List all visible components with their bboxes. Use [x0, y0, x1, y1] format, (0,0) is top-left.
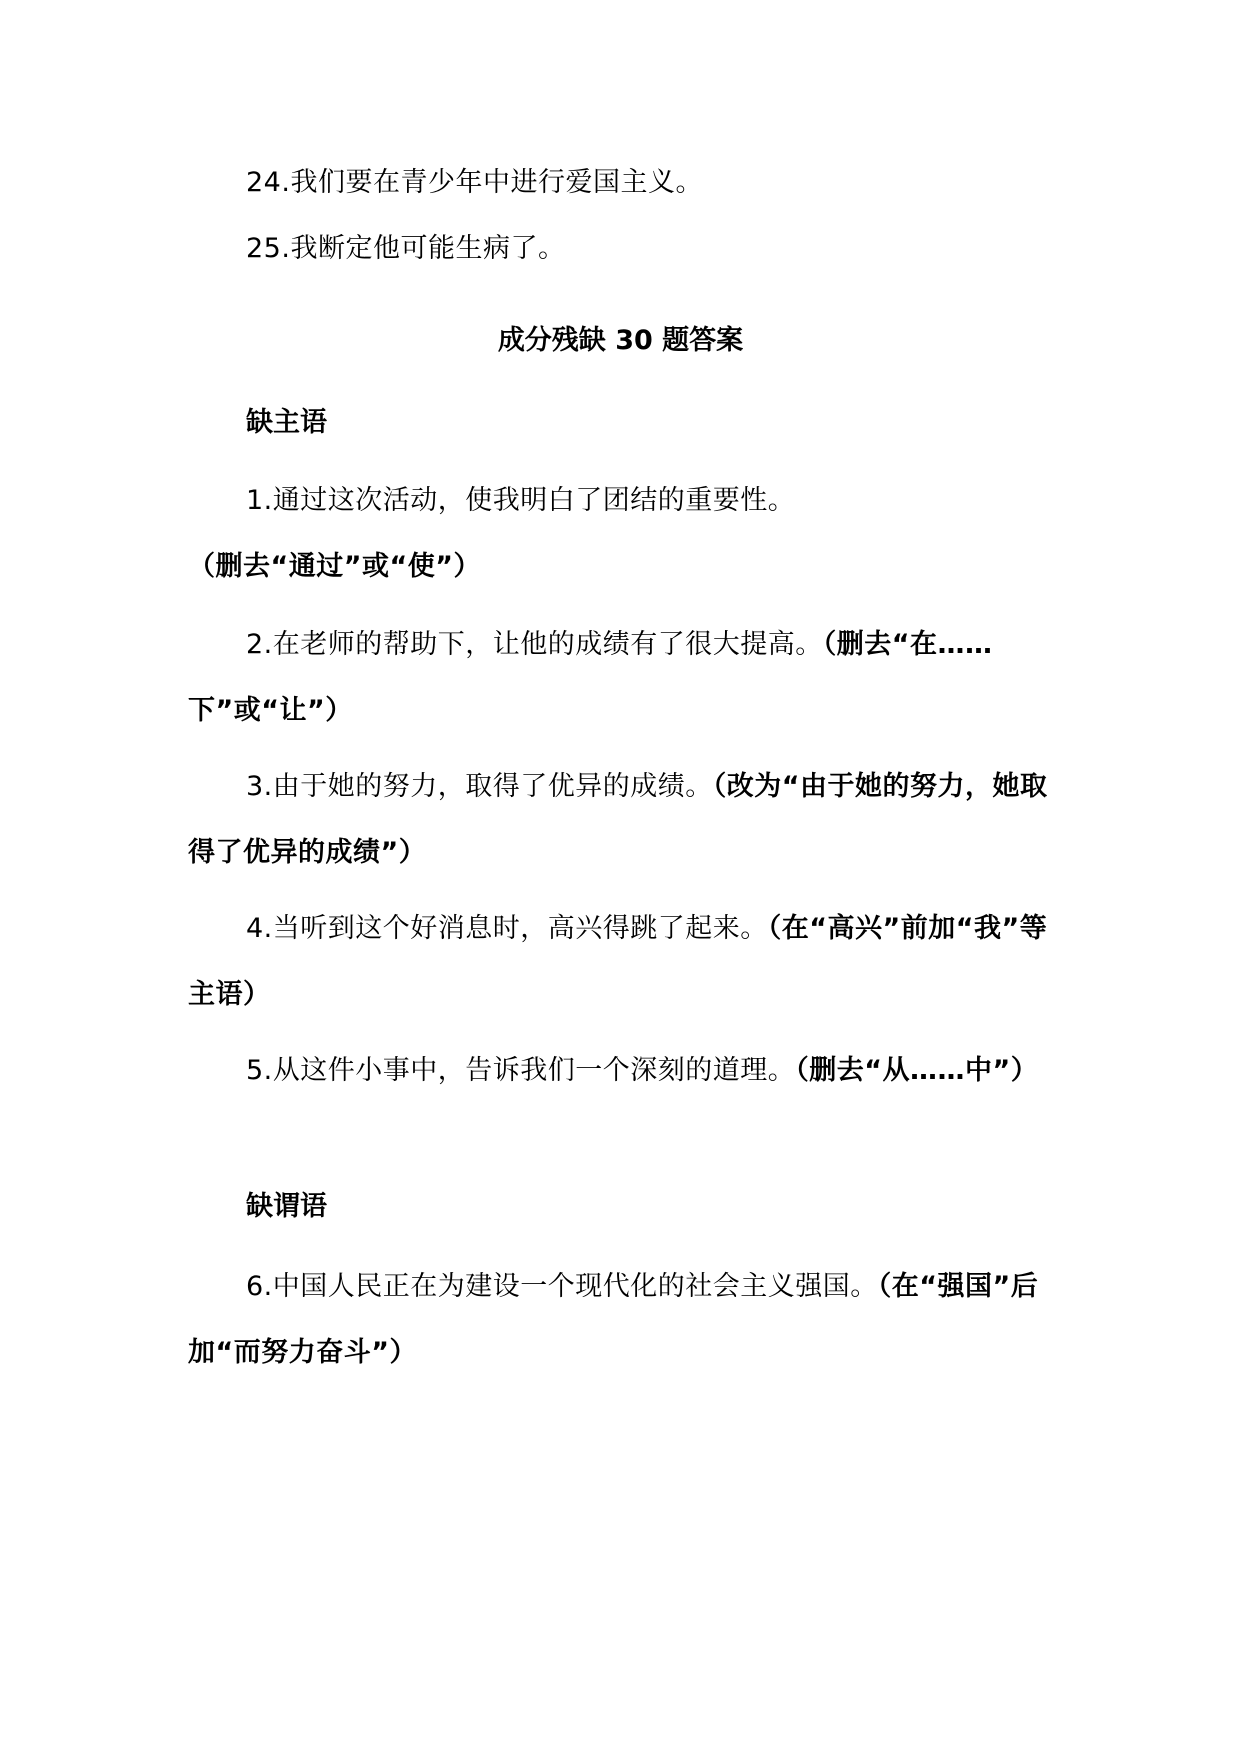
answer-item-2: [188, 612, 1068, 744]
answer-item-6: [188, 1254, 1068, 1386]
question-text: 25.我断定他可能生病了。: [246, 233, 566, 264]
answer-text: （在“强国”后加“而努力奋斗”）: [188, 1271, 1039, 1368]
answer-item-4: [188, 896, 1068, 1028]
answer-item-5: [188, 1038, 1068, 1104]
question-text: 2.在老师的帮助下，让他的成绩有了很大提高。: [246, 629, 823, 660]
answer-text: （删去“通过”或“使”）: [188, 551, 481, 582]
answer-text: （改为“由于她的努力，她取得了优异的成绩”）: [188, 771, 1048, 868]
question-text: 24.我们要在青少年中进行爱国主义。: [246, 167, 703, 198]
answers-title: 成分残缺 30 题答案: [497, 325, 744, 356]
section-title-missing-subject: 缺主语: [246, 407, 327, 438]
question-text: 1.通过这次活动，使我明白了团结的重要性。: [246, 485, 796, 516]
question-text: 3.由于她的努力，取得了优异的成绩。: [246, 771, 713, 802]
question-text: 6.中国人民正在为建设一个现代化的社会主义强国。: [246, 1271, 878, 1302]
answer-text: （删去“在……下”或“让”）: [188, 629, 993, 726]
section-title-missing-predicate: 缺谓语: [246, 1191, 327, 1222]
answer-item-1: [188, 468, 1068, 600]
answer-text: （在“高兴”前加“我”等主语）: [188, 913, 1048, 1010]
question-text: 4.当听到这个好消息时，高兴得跳了起来。: [246, 913, 768, 944]
question-text: 5.从这件小事中，告诉我们一个深刻的道理。: [246, 1055, 796, 1086]
answer-text: （删去“从……中”）: [795, 1055, 1039, 1086]
question-item-25: [188, 216, 1068, 282]
question-item-24: [188, 150, 1068, 216]
answer-item-3: [188, 754, 1068, 886]
